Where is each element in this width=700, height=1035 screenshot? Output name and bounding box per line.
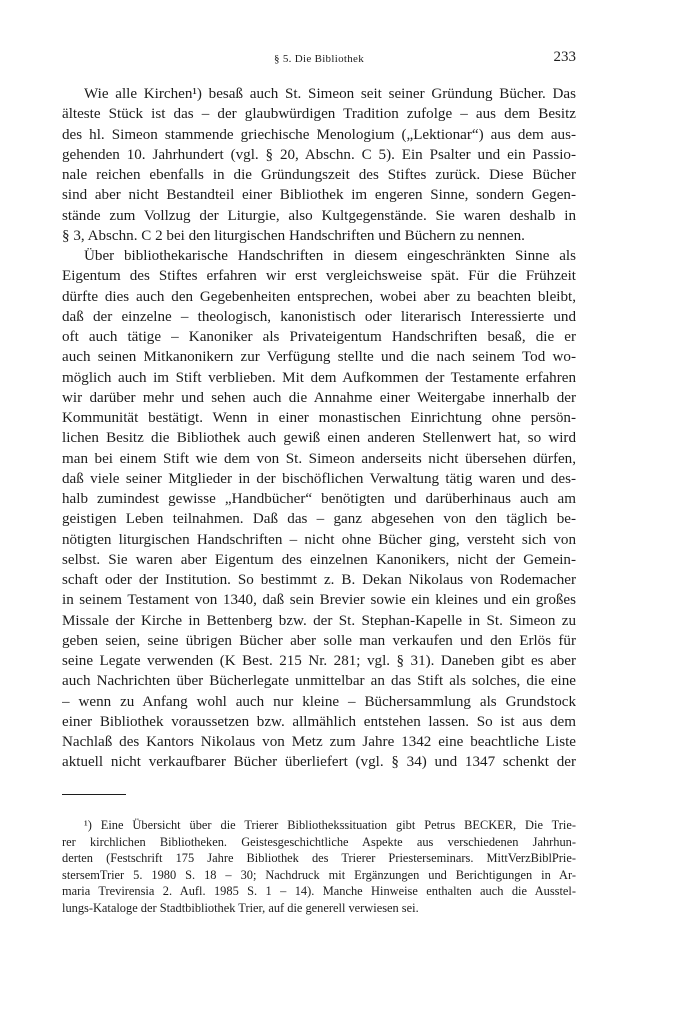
text-line: Missale der Kirche in Bettenberg bzw. der St. Stephan-Kapelle in St. Simeon zu — [62, 612, 576, 629]
text-line: daß viele seiner Mitglieder in der bischöflichen Verwaltung tätig waren und des- — [62, 470, 576, 487]
footnote-line: maria Trevirensia 2. Aufl. 1985 S. 1 – 14). Manche Hinweise enthalten auch die Ausstel- — [62, 884, 576, 899]
text-line: des hl. Simeon stammende griechische Menologium („Lektionar“) aus dem aus- — [62, 126, 576, 143]
text-line: lichen Besitz die Bibliothek auch gewiß einen anderen Stellenwert hat, so wird — [62, 430, 576, 447]
footnote-line: ¹) Eine Übersicht über die Trierer Bibliothekssituation gibt Petrus BECKER, Die Trie- — [84, 818, 576, 832]
text-line: geistigen Leben teilnahmen. Daß das – ganz abgesehen von den täglich be- — [62, 511, 576, 528]
text-line: in seinem Testament von 1340, daß sein Brevier sowie ein kleines und ein großes — [62, 592, 576, 609]
text-line: nötigten liturgischen Handschriften – nicht ohne Bücher ging, versteht sich von — [62, 531, 576, 548]
text-line: Nachlaß des Kantors Nikolaus von Metz zum Jahre 1342 eine beachtliche Liste — [62, 734, 576, 750]
text-line: dürfte dies auch den Gegebenheiten entsprechen, wobei aber zu beachten bleibt, — [62, 288, 576, 305]
body-text — [62, 84, 576, 773]
text-line: selbst. Sie waren aber Eigentum des einzelnen Kanonikers, nicht der Gemein- — [62, 551, 576, 568]
text-line: § 3, Abschn. C 2 bei den liturgischen Handschriften und Büchern zu nennen. — [62, 227, 525, 244]
text-line: nale reichen ebenfalls in die Gründungszeit des Stiftes zurück. Diese Bücher — [62, 167, 576, 183]
text-line: seine Legate verwenden (K Best. 215 Nr. 281; vgl. § 31). Daneben gibt es aber — [62, 653, 576, 669]
text-line: einer Bibliothek voraussetzen bzw. allmählich entstehen lassen. So ist aus dem — [62, 713, 576, 730]
text-line: halb zumindest gewisse „Handbücher“ benötigten und darüberhinaus auch am — [62, 491, 576, 507]
text-line: Wie alle Kirchen¹) besaß auch St. Simeon seit seiner Gründung Bücher. Das — [84, 86, 576, 102]
running-head — [62, 49, 576, 69]
text-line: möglich auch im Stift verblieben. Mit dem Aufkommen der Testamente erfahren — [62, 369, 576, 386]
text-line: schaft oder der Institution. So bestimmt z. B. Dekan Nikolaus von Rodemacher — [62, 572, 576, 588]
footnotes — [62, 817, 576, 917]
text-line: älteste Stück ist das – der glaubwürdigen Tradition zufolge – aus dem Besitz — [62, 106, 576, 123]
footnote-line: derten (Festschrift 175 Jahre Bibliothek des Trierer Priesterseminars. MittVerzBiblPrie- — [62, 851, 576, 866]
text-line: aktuell nicht verkaufbarer Bücher überliefert (vgl. § 34) und 1347 schenkt der — [62, 754, 576, 771]
text-line: Über bibliothekarische Handschriften in diesem eingeschränkten Sinne als — [84, 248, 576, 264]
text-line: Kommunität bestätigt. Wenn in einer monastischen Einrichtung ohne persön- — [62, 410, 576, 426]
text-line: geben seien, seine übrigen Bücher aber solle man verkaufen und den Erlös für — [62, 632, 576, 649]
text-line: gehenden 10. Jahrhundert (vgl. § 20, Abschn. C 5). Ein Psalter und ein Passio- — [62, 146, 576, 163]
footnote-divider — [62, 794, 126, 795]
text-line: auch Nachrichten über Bücherlegate unmittelbar an das Stift als solches, die eine — [62, 673, 576, 690]
text-line: – wenn zu Anfang wohl auch nur kleine – Büchersammlung als Grundstock — [62, 693, 576, 710]
text-line: oft auch tätige – Kanoniker als Privateigentum Handschriften besaß, die er — [62, 329, 576, 345]
text-line: wir darüber mehr und sehen auch die Annahme einer Weitergabe innerhalb der — [62, 389, 576, 406]
footnote-line: rer kirchlichen Bibliotheken. Geistesgeschichtliche Aspekte aus verschiedenen Jahrhun- — [62, 834, 576, 849]
text-line: sind aber nicht Bestandteil einer Bibliothek im engeren Sinne, sondern Gegen- — [62, 187, 576, 204]
text-line: man bei einem Stift wie dem von St. Simeon anderseits nicht übersehen dürfen, — [62, 450, 576, 467]
footnote-line: lungs-Kataloge der Stadtbibliothek Trier, auf die generell verwiesen sei. — [62, 900, 419, 915]
text-line: auch seinen Mitkanonikern zur Verfügung stellte und die nach seinem Tod wo- — [62, 349, 576, 366]
footnote-line: stersemTrier 5. 1980 S. 18 – 30; Nachdruck mit Ergänzungen und Berichtigungen in Ar- — [62, 867, 576, 882]
running-title: § 5. Die Bibliothek — [273, 53, 365, 65]
text-line: stände zum Vollzug der Liturgie, also Kultgegenstände. Sie waren deshalb in — [62, 207, 576, 224]
text-line: daß der einzelne – theologisch, kanonistisch oder literarisch Interessierte und — [62, 308, 576, 325]
page-number: 233 — [553, 49, 576, 65]
text-line: Eigentum des Stiftes erfahren wir erst vergleichsweise spät. Für die Frühzeit — [62, 268, 576, 285]
